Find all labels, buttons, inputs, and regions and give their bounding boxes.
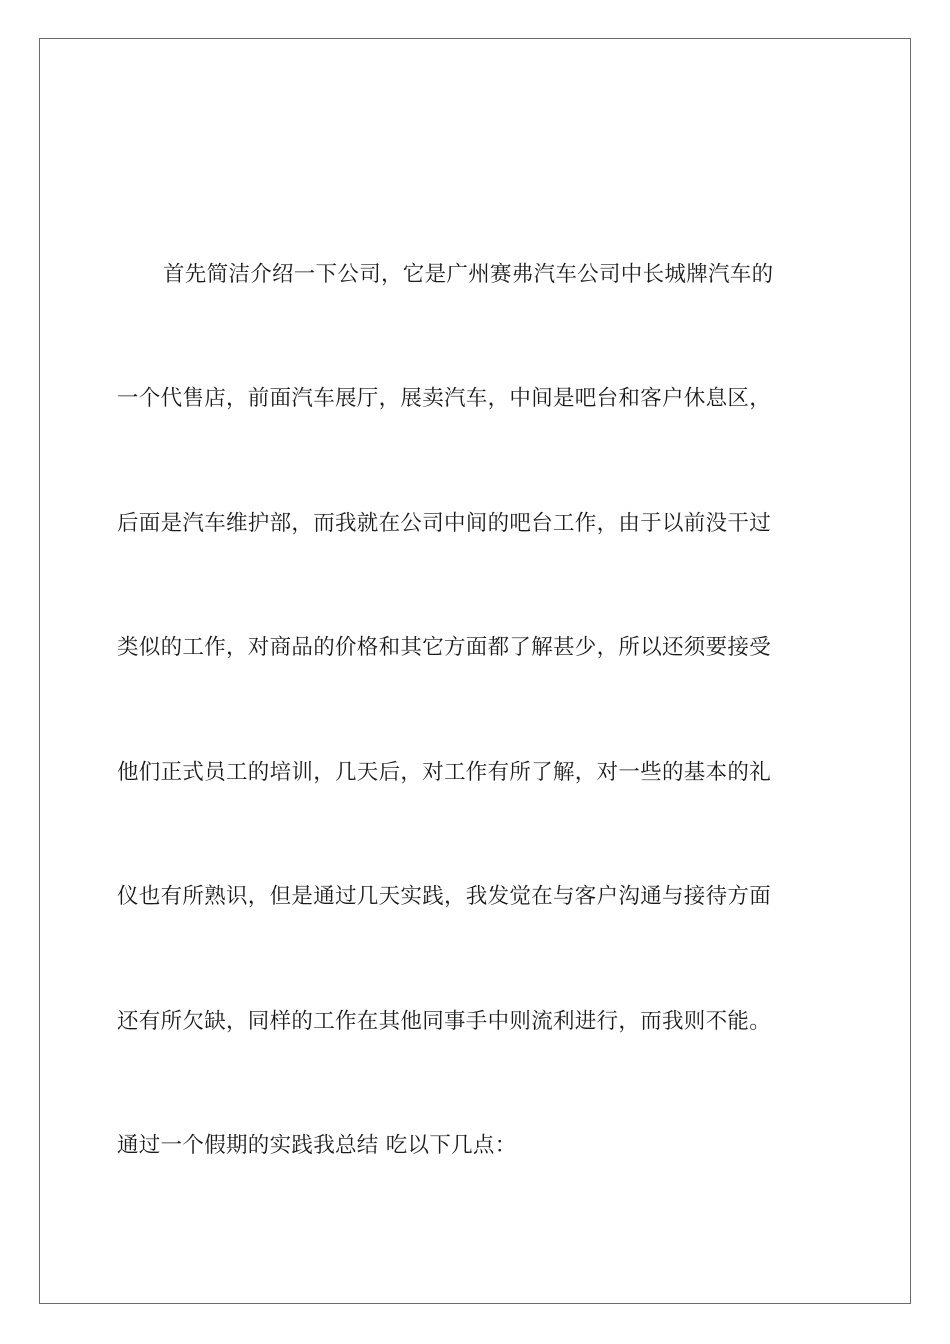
paragraph-line-7: 还有所欠缺，同样的工作在其他同事手中则流利进行，而我则不能。 [117, 1009, 772, 1034]
paragraph-line-1: 首先简洁介绍一下公司，它是广州赛弗汽车公司中长城牌汽车的 [163, 262, 774, 287]
paragraph-line-2: 一个代售店，前面汽车展厅，展卖汽车，中间是吧台和客户休息区， [117, 386, 772, 411]
paragraph-line-6: 仪也有所熟识，但是通过几天实践，我发觉在与客户沟通与接待方面 [117, 884, 772, 909]
page-border [39, 38, 911, 1304]
paragraph-line-8: 通过一个假期的实践我总结 吃以下几点： [117, 1133, 517, 1158]
paragraph-line-3: 后面是汽车维护部，而我就在公司中间的吧台工作，由于以前没干过 [117, 511, 772, 536]
paragraph-line-4: 类似的工作，对商品的价格和其它方面都了解甚少，所以还须要接受 [117, 635, 772, 660]
paragraph-line-5: 他们正式员工的培训，几天后，对工作有所了解，对一些的基本的礼 [117, 760, 772, 785]
